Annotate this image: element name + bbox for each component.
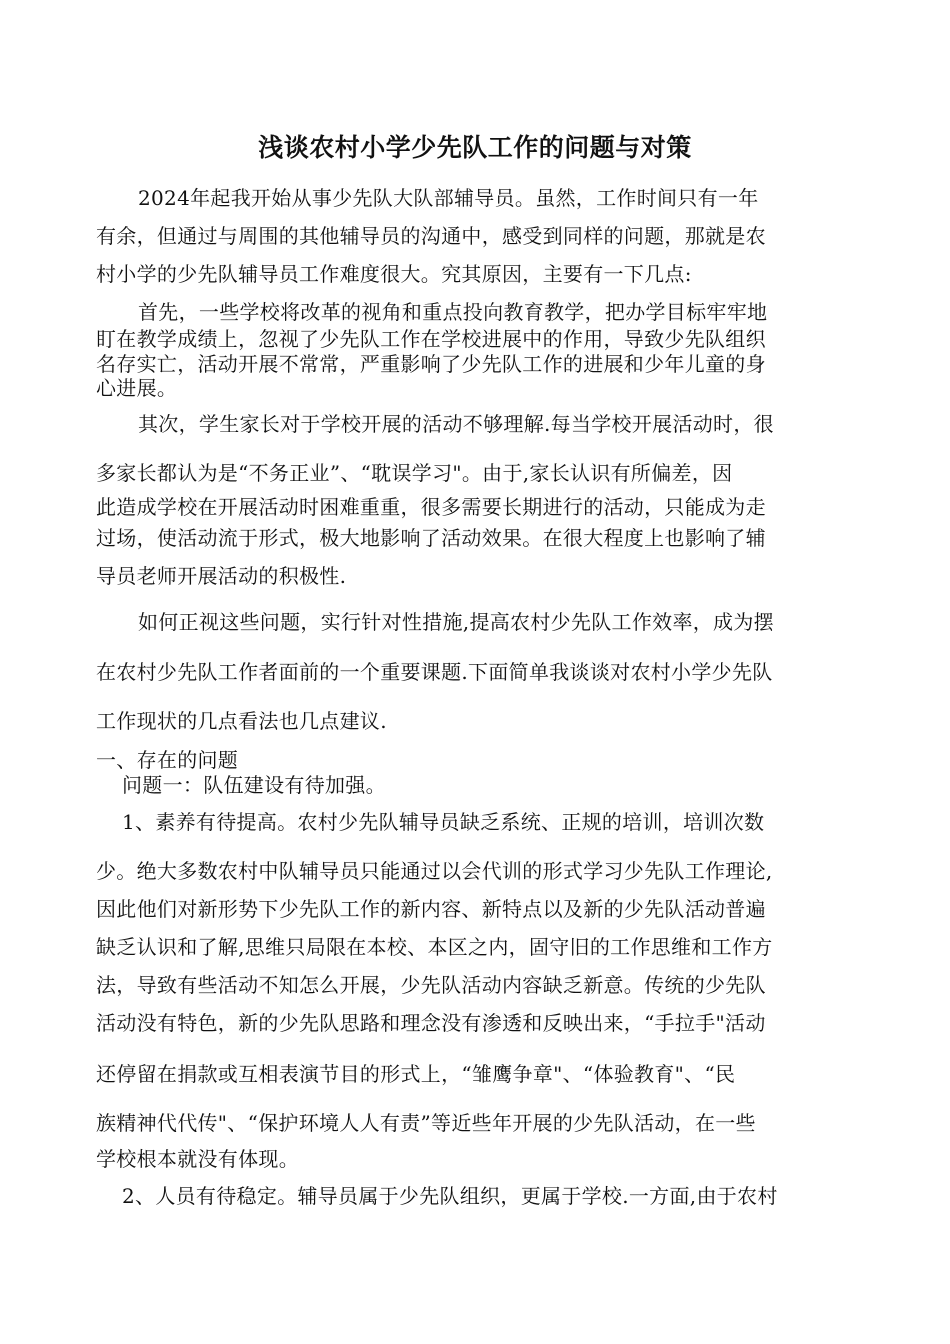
paragraph-line: 缺乏认识和了解,思维只局限在本校、本区之内，固守旧的工作思维和工作方 [96, 935, 773, 959]
paragraph-line: 导员老师开展活动的积极性. [96, 564, 347, 588]
paragraph-line: 法，导致有些活动不知怎么开展，少先队活动内容缺乏新意。传统的少先队 [96, 973, 766, 997]
paragraph-line: 活动没有特色，新的少先队思路和理念没有渗透和反映出来，“手拉手"活动 [96, 1011, 766, 1035]
paragraph-line: 在农村少先队工作者面前的一个重要课题.下面简单我谈谈对农村小学少先队 [96, 660, 773, 684]
subsection-heading: 问题一：队伍建设有待加强。 [122, 773, 386, 797]
paragraph-line: 1、素养有待提高。农村少先队辅导员缺乏系统、正规的培训，培训次数 [122, 810, 765, 834]
paragraph-line: 有余，但通过与周围的其他辅导员的沟通中，感受到同样的问题，那就是农 [96, 224, 766, 248]
paragraph-line: 还停留在捐款或互相表演节目的形式上，“雏鹰争章"、“体验教育"、“民 [96, 1062, 736, 1086]
document-title: 浅谈农村小学少先队工作的问题与对策 [258, 133, 692, 162]
paragraph-line: 其次，学生家长对于学校开展的活动不够理解.每当学校开展活动时，很 [138, 412, 774, 436]
paragraph-line: 村小学的少先队辅导员工作难度很大。究其原因，主要有一下几点: [96, 262, 692, 286]
paragraph-line: 心进展。 [96, 376, 178, 400]
paragraph-line: 2、人员有待稳定。辅导员属于少先队组织，更属于学校.一方面,由于农村 [122, 1184, 778, 1208]
paragraph-line: 2024年起我开始从事少先队大队部辅导员。虽然，工作时间只有一年 [138, 186, 759, 210]
paragraph-line: 族精神代代传"、“保护环境人人有责”等近些年开展的少先队活动，在一些 [96, 1111, 756, 1135]
paragraph-line: 首先，一些学校将改革的视角和重点投向教育教学，把办学目标牢牢地 [138, 300, 768, 324]
paragraph-line: 因此他们对新形势下少先队工作的新内容、新特点以及新的少先队活动普遍 [96, 897, 766, 921]
section-heading: 一、存在的问题 [96, 748, 239, 772]
paragraph-line: 如何正视这些问题，实行针对性措施,提高农村少先队工作效率，成为摆 [138, 610, 774, 634]
paragraph-line: 少。绝大多数农村中队辅导员只能通过以会代训的形式学习少先队工作理论, [96, 859, 773, 883]
paragraph-line: 此造成学校在开展活动时困难重重，很多需要长期进行的活动，只能成为走 [96, 495, 766, 519]
paragraph-line: 学校根本就没有体现。 [96, 1147, 299, 1171]
paragraph-line: 过场，使活动流于形式，极大地影响了活动效果。在很大程度上也影响了辅 [96, 526, 766, 550]
paragraph-line: 盯在教学成绩上，忽视了少先队工作在学校进展中的作用，导致少先队组织 [96, 327, 766, 351]
paragraph-line: 名存实亡，活动开展不常常，严重影响了少先队工作的进展和少年儿童的身 [96, 352, 766, 376]
paragraph-line: 多家长都认为是“不务正业”、“耽误学习"。由于,家长认识有所偏差，因 [96, 461, 733, 485]
paragraph-line: 工作现状的几点看法也几点建议. [96, 709, 387, 733]
